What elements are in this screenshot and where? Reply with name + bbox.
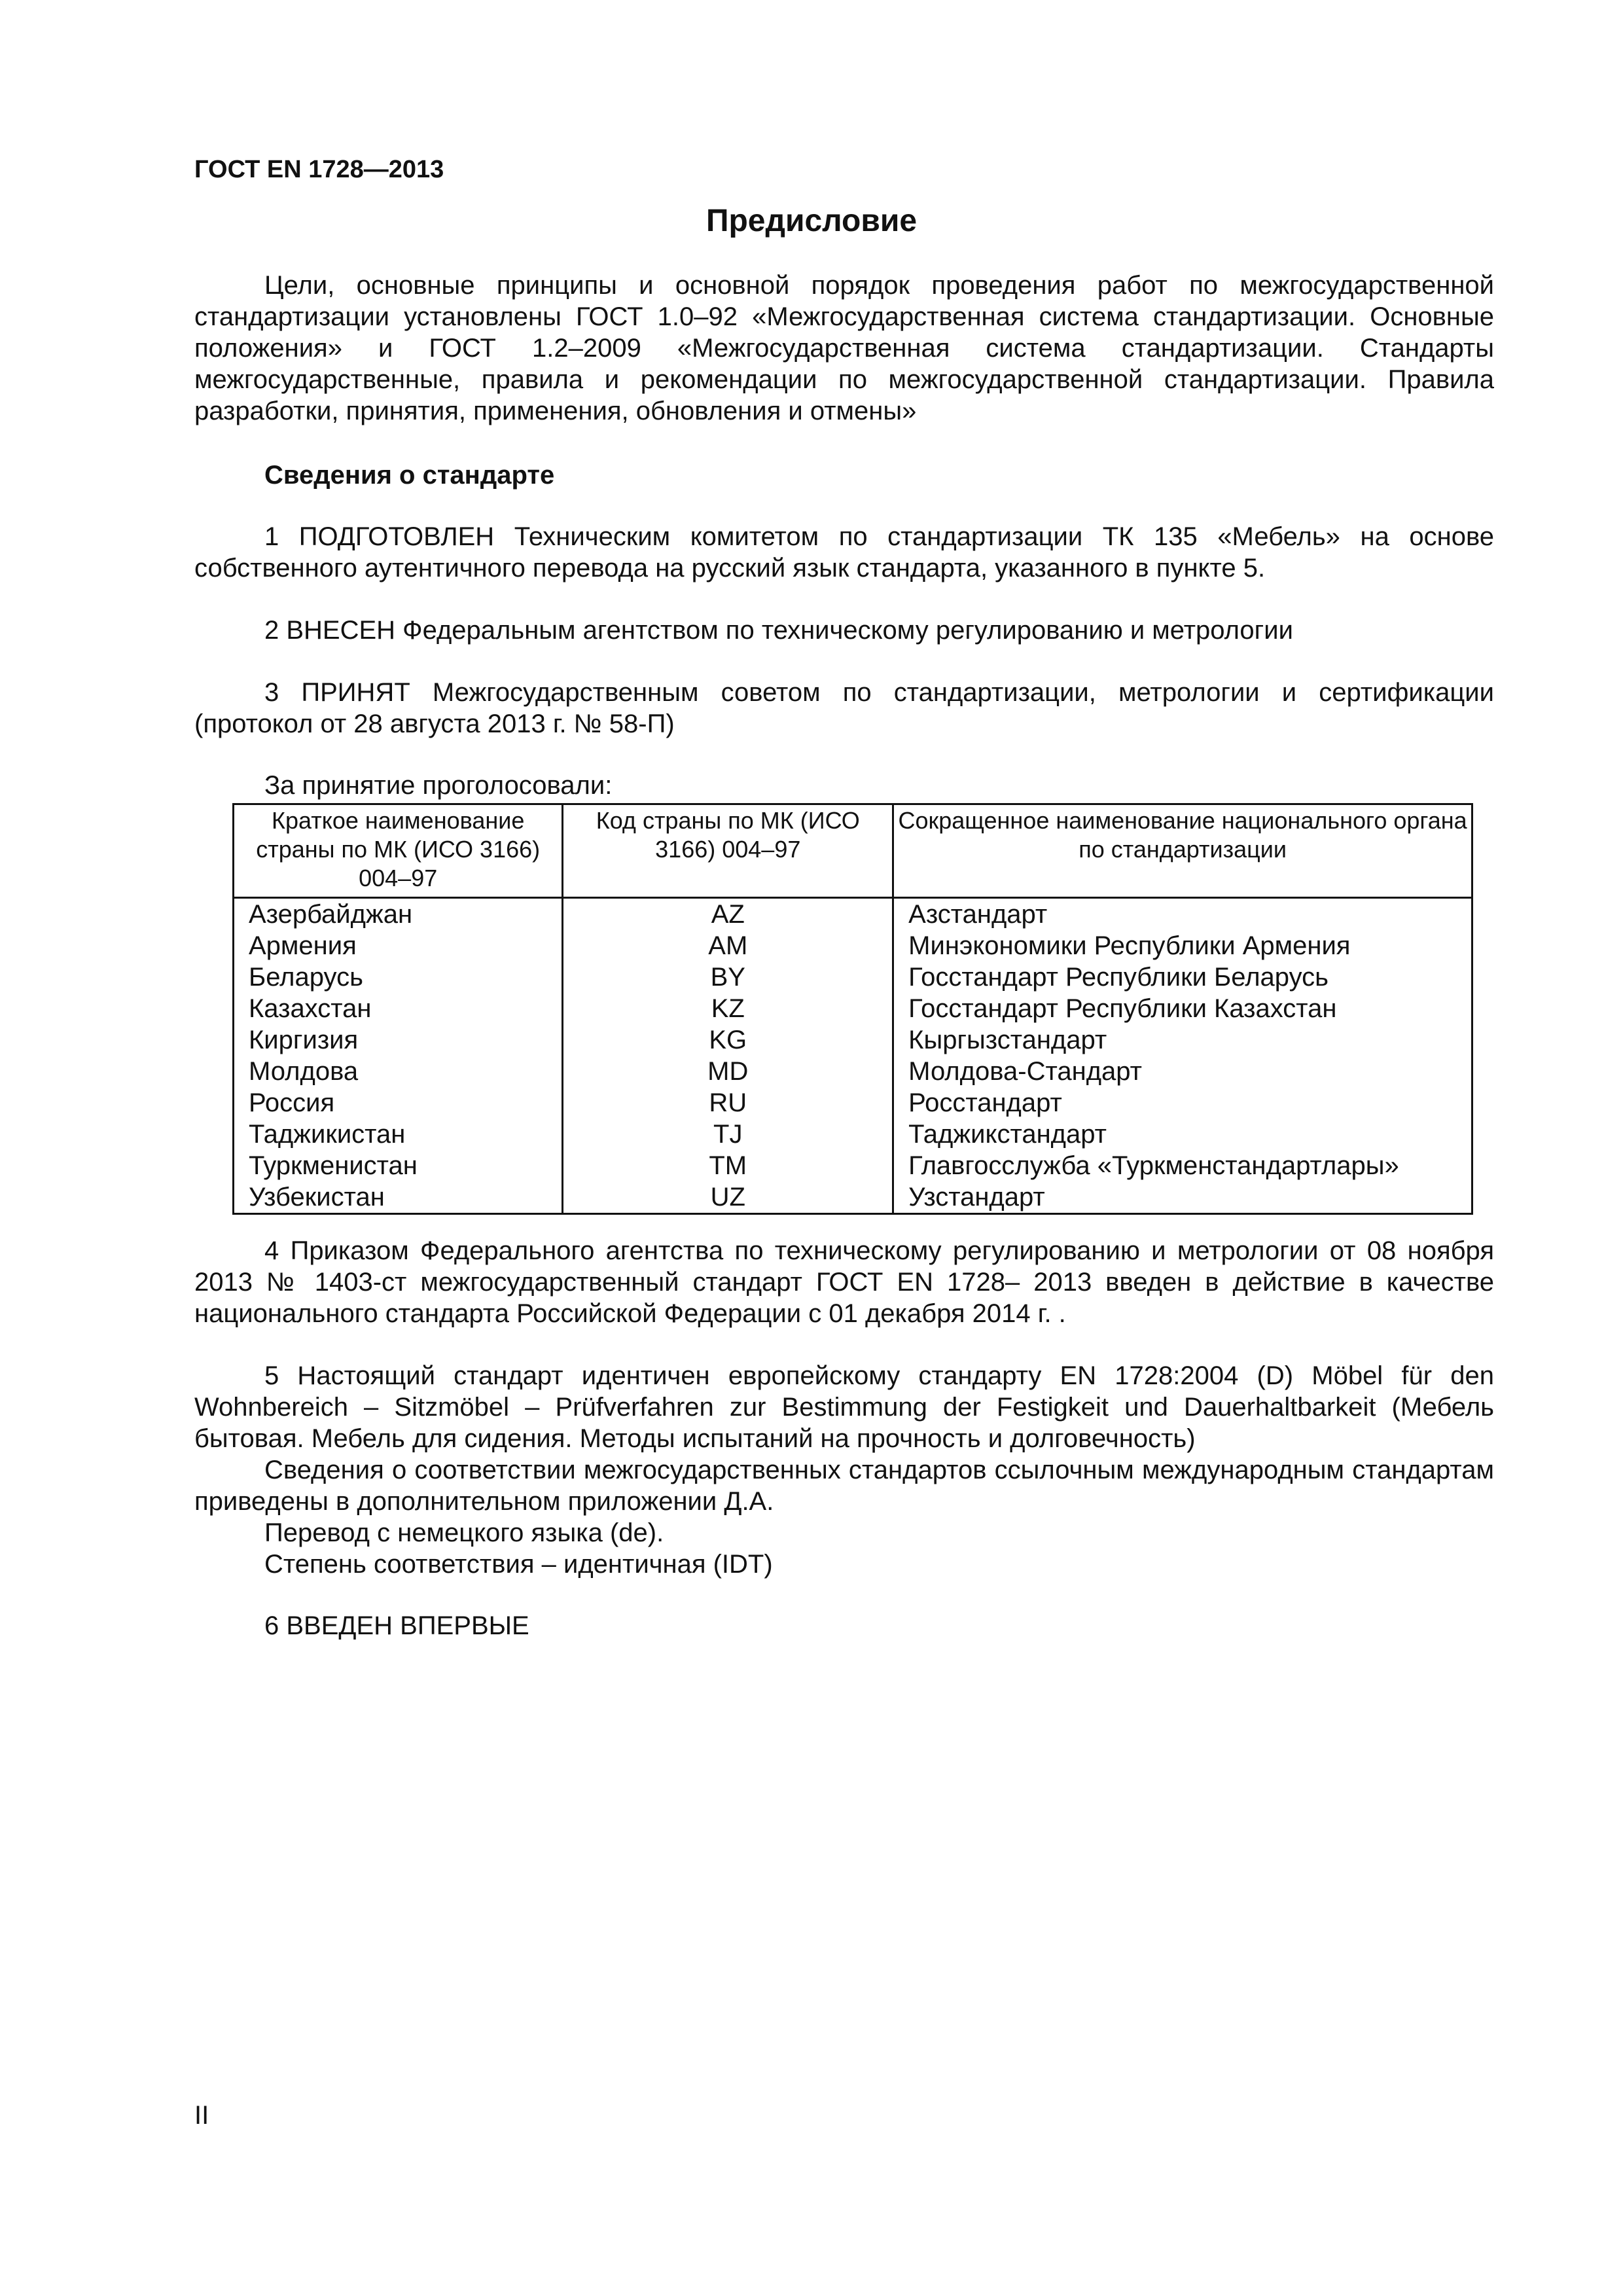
country-cell: Узбекистан	[234, 1181, 563, 1214]
item-1: 1 ПОДГОТОВЛЕН Техническим комитетом по стандартизации ТК 135 «Мебель» на основе собственного аутентичного перевода на русский язык стандарта, указанного в пункте 5.	[194, 522, 1494, 583]
country-cell: Азербайджан	[234, 898, 563, 931]
body-cell: Росстандарт	[893, 1087, 1472, 1119]
item-3: 3 ПРИНЯТ Межгосударственным советом по стандартизации, метрологии и сертификации (протокол от 28 августа 2013 г. № 58-П)	[194, 678, 1494, 738]
table-row	[234, 961, 1472, 993]
country-cell: Армения	[234, 930, 563, 961]
code-cell: TM	[563, 1150, 893, 1181]
item-5-references: Сведения о соответствии межгосударственных стандартов ссылочным международным стандартам приведены в дополнительном приложении Д.А.	[194, 1456, 1494, 1516]
item-2: 2 ВНЕСЕН Федеральным агентством по техническому регулированию и метрологии	[264, 616, 1293, 645]
table-row	[234, 1087, 1472, 1119]
page-title: Предисловие	[705, 204, 918, 238]
code-cell: BY	[563, 961, 893, 993]
body-cell: Таджикстандарт	[893, 1119, 1472, 1150]
votes-intro: За принятие проголосовали:	[264, 771, 613, 800]
body-cell: Минэкономики Республики Армения	[893, 930, 1472, 961]
table-row	[234, 1181, 1472, 1214]
body-cell: Главгосслужба «Туркменстандартлары»	[893, 1150, 1472, 1181]
item-6: 6 ВВЕДЕН ВПЕРВЫЕ	[264, 1611, 529, 1640]
body-cell: Азстандарт	[893, 898, 1472, 931]
header-code: Код страны по МК (ИСО 3166) 004–97	[563, 804, 893, 898]
country-cell: Молдова	[234, 1056, 563, 1087]
item-5: 5 Настоящий стандарт идентичен европейскому стандарту EN 1728:2004 (D) Möbel für den Wohnbereich – Sitzmöbel – Prüfverfahren zur Bestimmung der Festigkeit und Dauerhaltbarkeit (Мебель бытовая. Мебель для сидения. Методы испытаний на прочность и долговечность)	[194, 1361, 1494, 1453]
table-row	[234, 1119, 1472, 1150]
item-5-translation: Перевод с немецкого языка (de).	[264, 1518, 664, 1547]
code-cell: TJ	[563, 1119, 893, 1150]
table-row	[234, 930, 1472, 961]
country-cell: Туркменистан	[234, 1150, 563, 1181]
table-row	[234, 993, 1472, 1024]
table-row	[234, 898, 1472, 931]
document-header: ГОСТ EN 1728—2013	[194, 156, 444, 183]
country-cell: Таджикистан	[234, 1119, 563, 1150]
country-cell: Беларусь	[234, 961, 563, 993]
item-5-degree: Степень соответствия – идентичная (IDT)	[264, 1550, 773, 1579]
code-cell: AM	[563, 930, 893, 961]
code-cell: KG	[563, 1024, 893, 1056]
country-cell: Россия	[234, 1087, 563, 1119]
table-header-row	[234, 804, 1472, 898]
body-cell: Госстандарт Республики Беларусь	[893, 961, 1472, 993]
info-heading: Сведения о стандарте	[264, 461, 555, 490]
body-cell: Молдова-Стандарт	[893, 1056, 1472, 1087]
page-number: II	[194, 2101, 209, 2130]
code-cell: MD	[563, 1056, 893, 1087]
item-4: 4 Приказом Федерального агентства по техническому регулированию и метрологии от 08 ноября 2013 № 1403-ст межгосударственный стандарт ГОСТ EN 1728– 2013 введен в действие в качестве национального стандарта Российской Федерации с 01 декабря 2014 г. .	[194, 1236, 1494, 1328]
code-cell: RU	[563, 1087, 893, 1119]
voting-table	[232, 803, 1473, 1215]
header-country: Краткое наименование страны по МК (ИСО 3166) 004–97	[234, 804, 563, 898]
body-cell: Госстандарт Республики Казахстан	[893, 993, 1472, 1024]
body-cell: Узстандарт	[893, 1181, 1472, 1214]
code-cell: AZ	[563, 898, 893, 931]
intro-paragraph: Цели, основные принципы и основной порядок проведения работ по межгосударственной стандартизации установлены ГОСТ 1.0–92 «Межгосударственная система стандартизации. Основные положения» и ГОСТ 1.2–2009 «Межгосударственная система стандартизации. Стандарты межгосударственные, правила и рекомендации по межгосударственной стандартизации. Правила разработки, принятия, применения, обновления и отмены»	[194, 271, 1494, 425]
table-row	[234, 1150, 1472, 1181]
country-cell: Казахстан	[234, 993, 563, 1024]
country-cell: Киргизия	[234, 1024, 563, 1056]
header-body: Сокращенное наименование национального органа по стандартизации	[893, 804, 1472, 898]
table-row	[234, 1056, 1472, 1087]
code-cell: KZ	[563, 993, 893, 1024]
body-cell: Кыргызстандарт	[893, 1024, 1472, 1056]
code-cell: UZ	[563, 1181, 893, 1214]
table-row	[234, 1024, 1472, 1056]
